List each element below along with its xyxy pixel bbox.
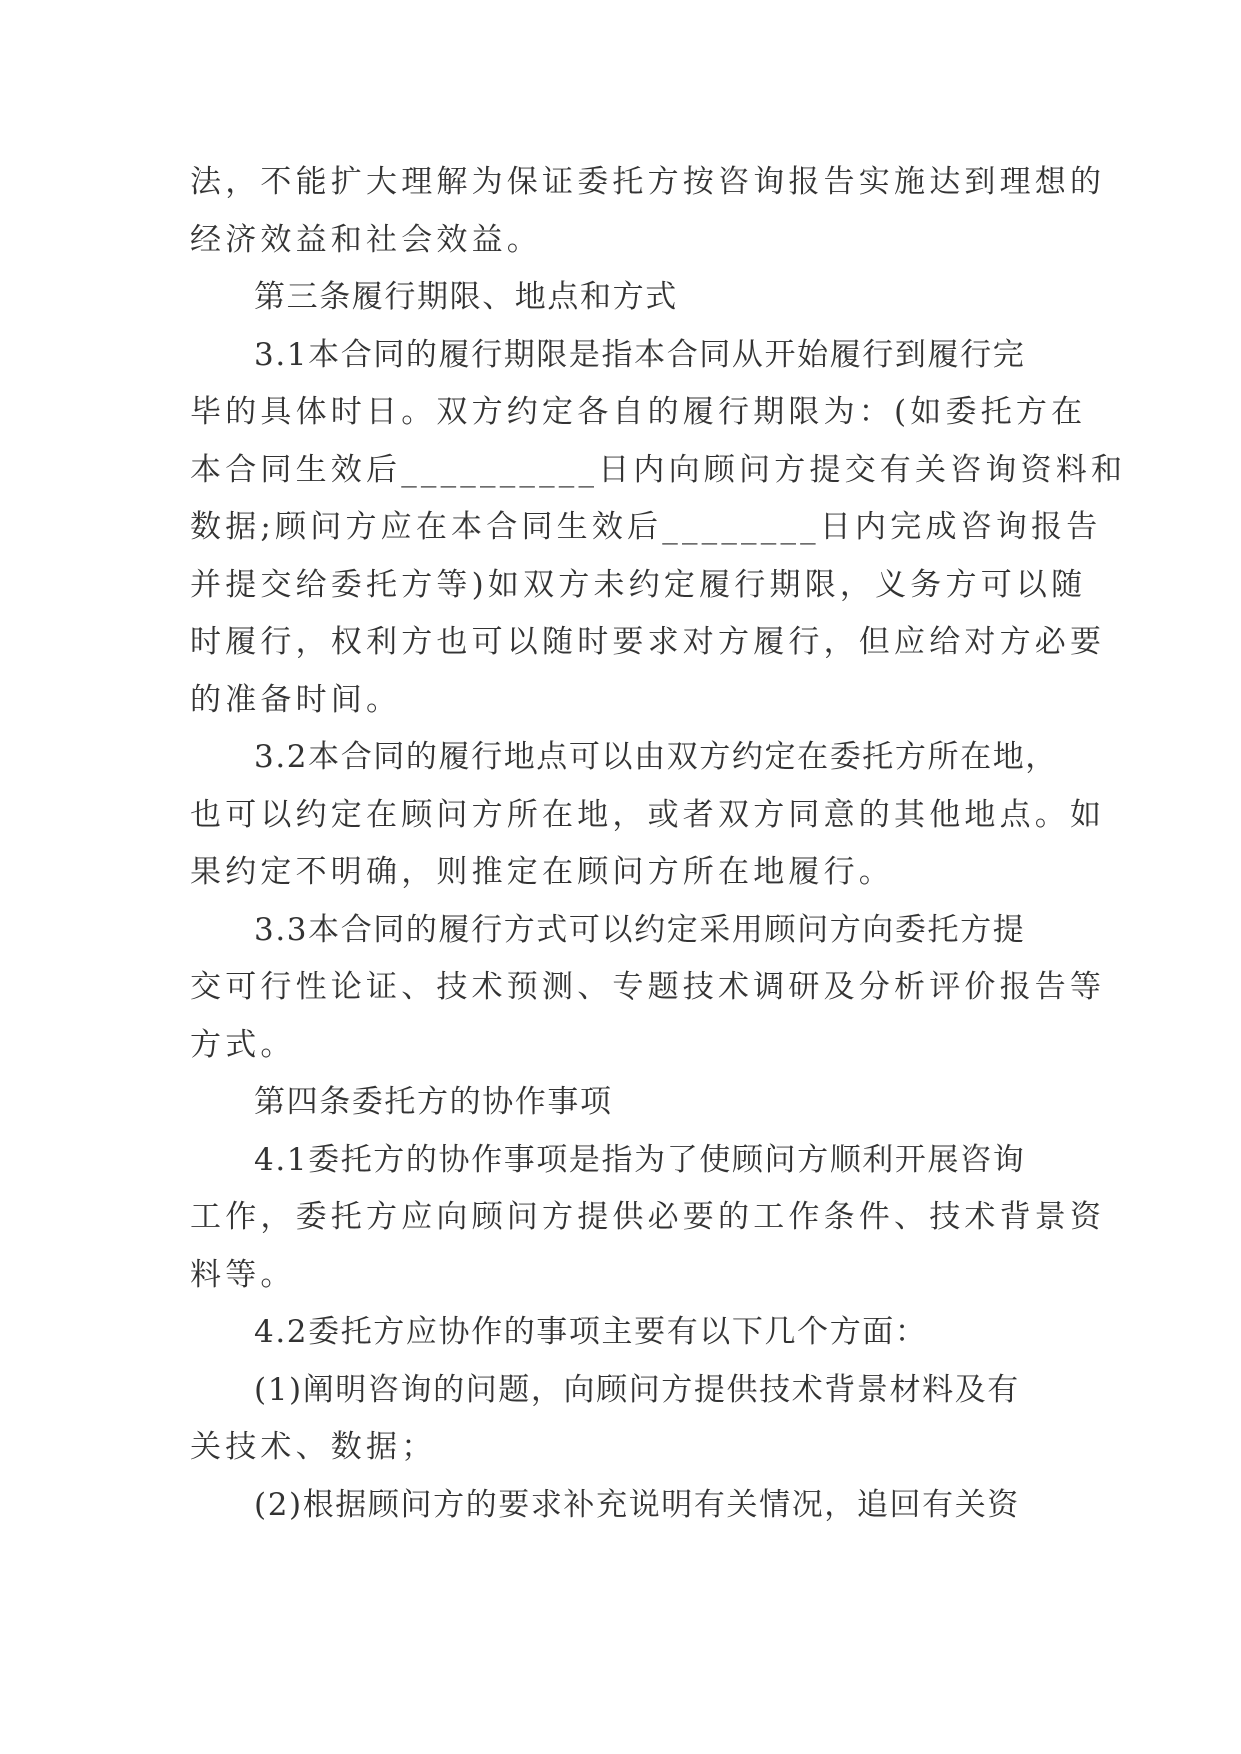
text-line: 方式。 xyxy=(190,1026,296,1063)
text-line: 交可行性论证、技术预测、专题技术调研及分析评价报告等 xyxy=(190,969,1106,1005)
text-line: 的准备时间。 xyxy=(190,681,402,718)
text-line: 法，不能扩大理解为保证委托方按咨询报告实施达到理想的 xyxy=(190,164,1106,200)
clause-3-2: 3.2本合同的履行地点可以由双方约定在委托方所在地， xyxy=(254,739,1058,775)
document-body xyxy=(190,154,1127,1534)
text-line: 果约定不明确，则推定在顾问方所在地履行。 xyxy=(190,854,894,890)
clause-3-3: 3.3本合同的履行方式可以约定采用顾问方向委托方提 xyxy=(254,911,1026,948)
text-line: 也可以约定在顾问方所在地，或者双方同意的其他地点。如 xyxy=(190,796,1106,833)
text-line: 数据;顾问方应在本合同生效后________日内完成咨询报告 xyxy=(190,509,1102,545)
clause-4-2: 4.2委托方应协作的事项主要有以下几个方面： xyxy=(254,1314,928,1350)
clause-4-1: 4.1委托方的协作事项是指为了使顾问方顺利开展咨询 xyxy=(254,1141,1026,1178)
text-line: 并提交给委托方等)如双方未约定履行期限，义务方可以随 xyxy=(190,566,1087,603)
text-line: 本合同生效后__________日内向顾问方提交有关咨询资料和 xyxy=(190,451,1127,488)
text-line: 时履行，权利方也可以随时要求对方履行，但应给对方必要 xyxy=(190,624,1106,660)
list-item-1: (1)阐明咨询的问题，向顾问方提供技术背景材料及有 xyxy=(254,1371,1020,1408)
text-line: 经济效益和社会效益。 xyxy=(190,221,542,258)
clause-3-1: 3.1本合同的履行期限是指本合同从开始履行到履行完 xyxy=(254,336,1026,373)
text-line: 料等。 xyxy=(190,1256,296,1293)
text-line: 工作，委托方应向顾问方提供必要的工作条件、技术背景资 xyxy=(190,1199,1106,1235)
text-line: 毕的具体时日。双方约定各自的履行期限为：(如委托方在 xyxy=(190,394,1087,430)
list-item-2: (2)根据顾问方的要求补充说明有关情况，追回有关资 xyxy=(254,1486,1020,1523)
section-heading-3: 第三条履行期限、地点和方式 xyxy=(254,279,678,315)
section-heading-4: 第四条委托方的协作事项 xyxy=(254,1084,613,1120)
text-line: 关技术、数据； xyxy=(190,1429,437,1465)
